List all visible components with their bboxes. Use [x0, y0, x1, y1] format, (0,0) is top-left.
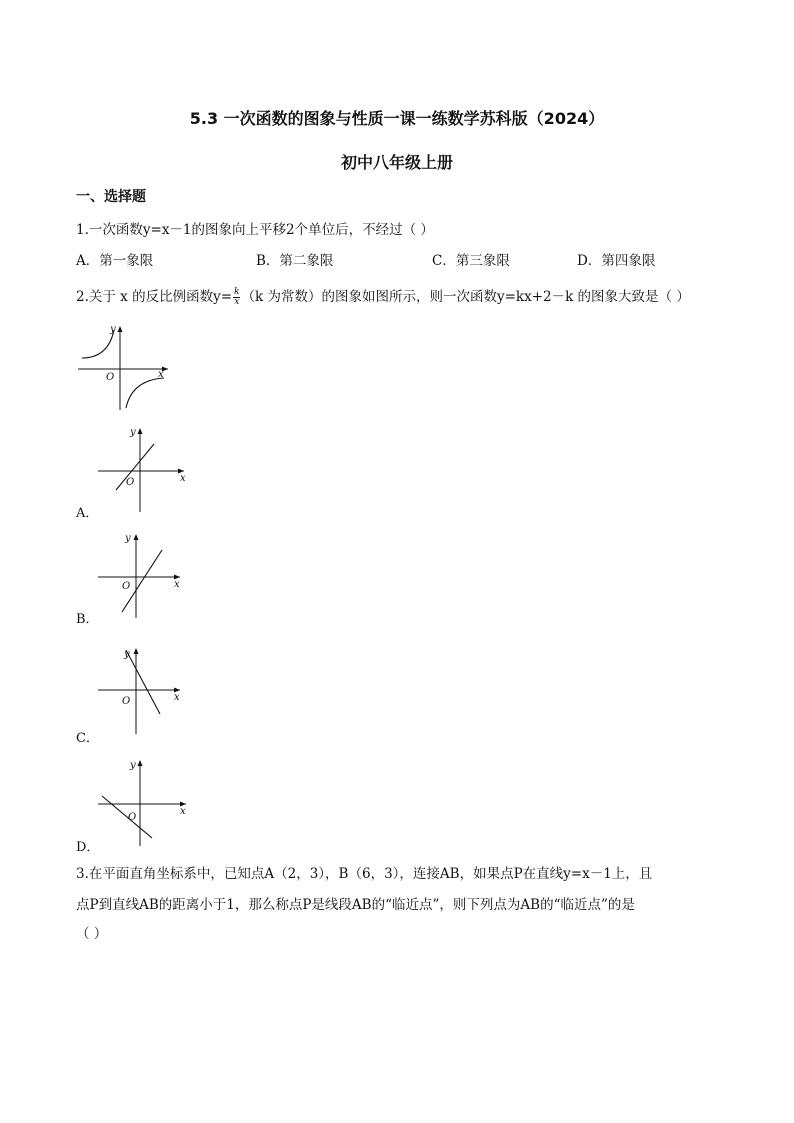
document-title: 5.3 一次函数的图象与性质一课一练数学苏科版（2024）: [189, 109, 605, 128]
line-graph-c: [126, 650, 160, 714]
x-axis-label: x: [180, 473, 186, 484]
y-axis-label: y: [130, 760, 136, 771]
origin-label: O: [128, 812, 137, 823]
hyperbola-branch-fourth-quadrant: [126, 378, 164, 408]
x-axis-label: x: [174, 692, 180, 703]
question-1-option-c: C．第三象限: [432, 253, 510, 269]
y-axis-label: y: [124, 649, 130, 660]
option-d-label: D．: [76, 840, 100, 855]
y-axis-arrow: [138, 428, 143, 434]
question-1-stem: 1.一次函数y=x－1的图象向上平移2个单位后，不经过（ ）: [76, 222, 434, 238]
question-1-option-a: A．第一象限: [76, 253, 154, 269]
x-axis-label: x: [180, 806, 186, 817]
option-c-graph: [96, 646, 192, 736]
fraction-denominator: x: [234, 297, 240, 307]
y-axis-label: y: [110, 324, 116, 335]
question-3-line-3: （ ）: [76, 926, 108, 942]
origin-label: O: [126, 477, 135, 488]
option-a-graph: [96, 424, 192, 514]
origin-label: O: [122, 696, 131, 707]
hyperbola-figure: [76, 320, 176, 412]
question-3-line-2: 点P到直线AB的距离小于1，那么称点P是线段AB的“临近点”，则下列点为AB的“临近点”的是: [76, 897, 635, 913]
question-2-stem-start: 2.关于 x 的反比例函数y=: [76, 289, 233, 305]
fraction-numerator: k: [234, 287, 240, 297]
y-axis-label: y: [125, 533, 131, 544]
origin-label: O: [122, 581, 131, 592]
question-3-line-1: 3.在平面直角坐标系中，已知点A（2，3），B（6，3），连接AB，如果点P在直线y=x－1上，且: [76, 866, 653, 882]
option-d-graph: [96, 756, 196, 846]
question-1-option-b: B．第二象限: [256, 253, 334, 269]
question-2-stem-end: （k 为常数）的图象如图所示，则一次函数y=kx+2－k 的图象大致是（ ）: [241, 289, 690, 305]
document-subtitle: 初中八年级上册: [340, 153, 453, 172]
fraction-k-over-x: [233, 288, 240, 307]
option-a-label: A．: [76, 506, 99, 521]
origin-label: O: [106, 372, 115, 383]
y-axis-arrow: [118, 326, 123, 332]
line-graph-d: [102, 796, 152, 838]
option-c-label: C．: [76, 731, 99, 746]
x-axis-label: x: [174, 579, 180, 590]
option-b-graph: [96, 530, 192, 620]
section-heading: 一、选择题: [76, 189, 146, 205]
y-axis-arrow: [134, 534, 139, 540]
y-axis-label: y: [130, 427, 136, 438]
y-axis-arrow: [138, 760, 143, 766]
question-1-option-d: D．第四象限: [577, 253, 656, 269]
question-2-stem: [76, 285, 690, 307]
line-graph-a: [116, 444, 154, 490]
x-axis-label: x: [158, 369, 164, 380]
y-axis-arrow: [134, 648, 139, 654]
option-b-label: B．: [76, 612, 99, 627]
